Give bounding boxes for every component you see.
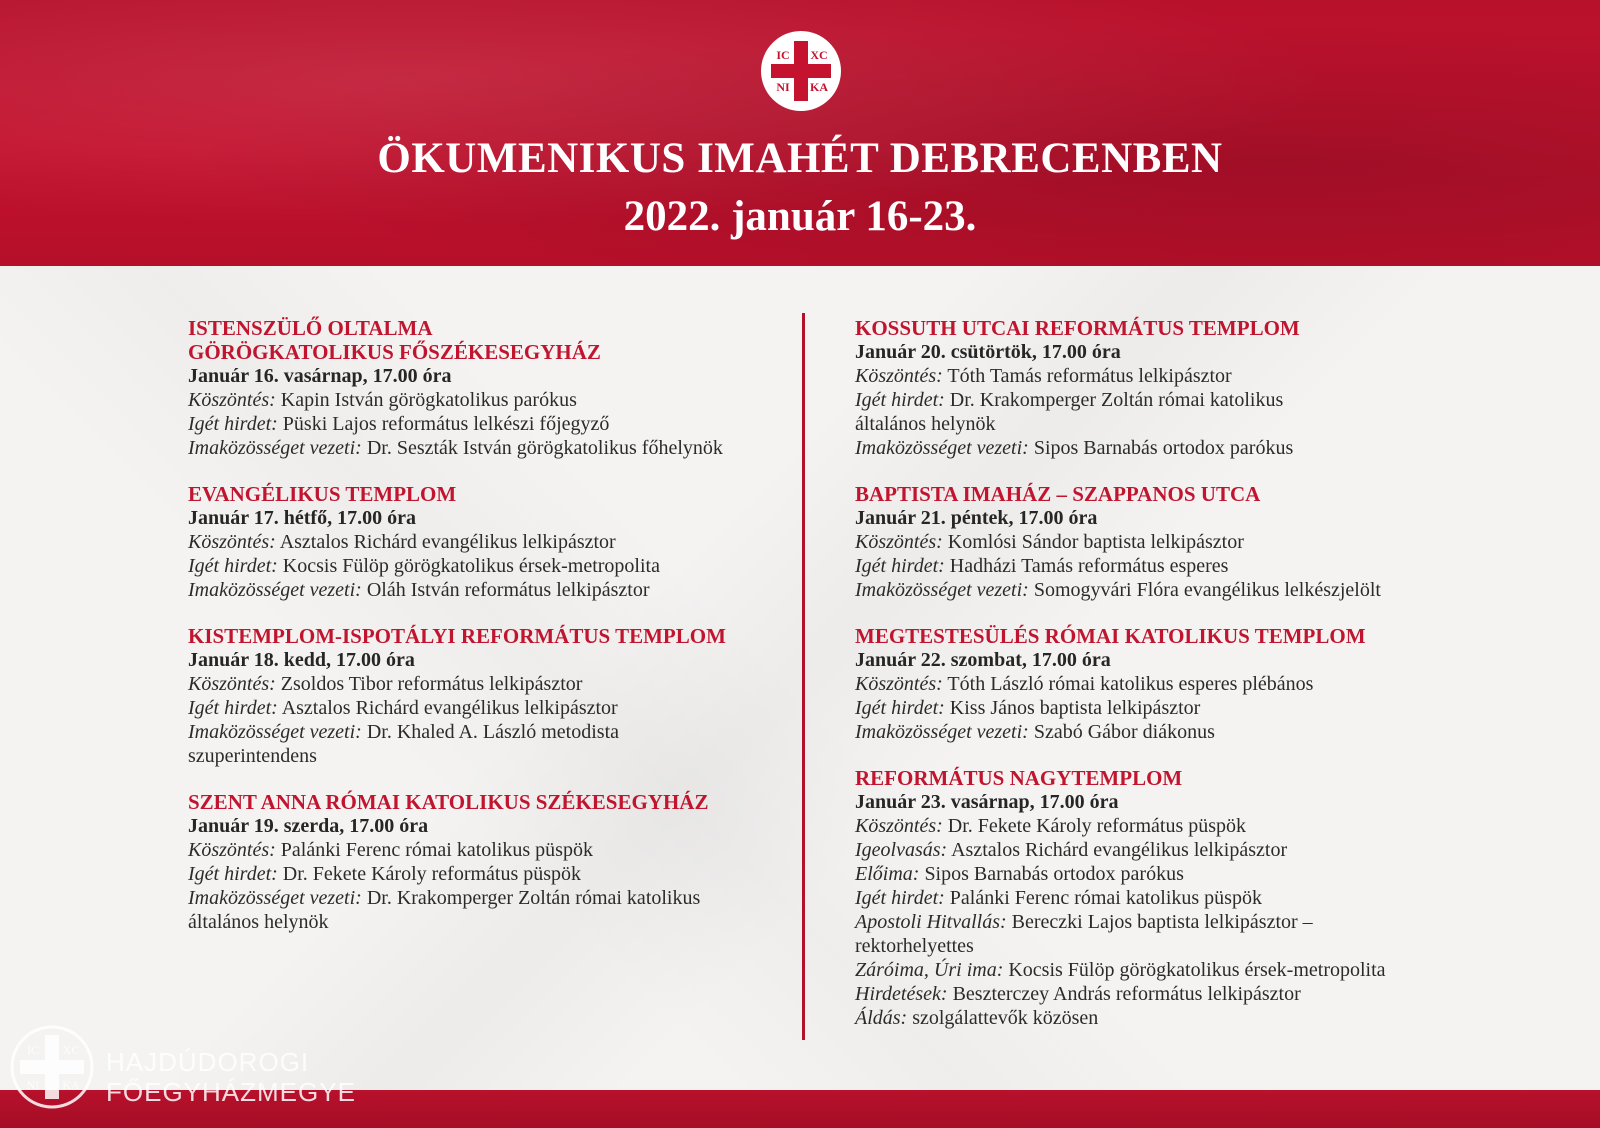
role-label: Igét hirdet: xyxy=(855,555,945,577)
role-label: Igét hirdet: xyxy=(855,389,945,411)
hajdudorogi-cross-icon xyxy=(10,1025,94,1109)
logo-text-line2: FŐEGYHÁZMEGYE xyxy=(106,1077,356,1107)
event-role-line xyxy=(855,862,1555,886)
role-person: Dr. Fekete Károly református püspök xyxy=(942,815,1247,837)
event-date: Január 22. szombat, 17.00 óra xyxy=(855,649,1111,671)
role-person: Beszterczey András református lelkipásztor xyxy=(947,983,1301,1005)
event-role-line xyxy=(188,696,788,720)
event-role-line xyxy=(855,838,1555,862)
role-label: Köszöntés: xyxy=(188,839,276,861)
event-date: Január 20. csütörtök, 17.00 óra xyxy=(855,341,1121,363)
ic-xc-cross-emblem-icon xyxy=(761,31,841,111)
role-label: Igét hirdet: xyxy=(855,697,945,719)
role-label: Imaközösséget vezeti: xyxy=(855,579,1029,601)
event-role-line xyxy=(855,934,1555,958)
event-role-line xyxy=(188,578,788,602)
role-label: Imaközösséget vezeti: xyxy=(188,579,362,601)
event-role-line xyxy=(188,720,788,744)
event-date: Január 16. vasárnap, 17.00 óra xyxy=(188,365,452,387)
event-title: EVANGÉLIKUS TEMPLOM xyxy=(188,482,457,506)
role-person: Szabó Gábor diákonus xyxy=(1028,721,1215,743)
event-title: KOSSUTH UTCAI REFORMÁTUS TEMPLOM xyxy=(855,316,1300,340)
event-role-line xyxy=(188,412,788,436)
role-person: Püski Lajos református lelkészi főjegyző xyxy=(277,413,610,435)
date-range: 2022. január 16-23. xyxy=(623,193,977,240)
event-date: Január 23. vasárnap, 17.00 óra xyxy=(855,791,1119,813)
event-role-line xyxy=(855,982,1555,1006)
event-title: MEGTESTESÜLÉS RÓMAI KATOLIKUS TEMPLOM xyxy=(855,624,1366,648)
event-date: Január 19. szerda, 17.00 óra xyxy=(188,815,429,837)
role-label: Köszöntés: xyxy=(855,673,943,695)
role-label: Igét hirdet: xyxy=(188,413,278,435)
event-title: GÖRÖGKATOLIKUS FŐSZÉKESEGYHÁZ xyxy=(188,340,601,364)
role-person: általános helynök xyxy=(188,911,329,933)
event-date: Január 18. kedd, 17.00 óra xyxy=(188,649,415,671)
event-role-line xyxy=(855,388,1555,412)
event-role-line xyxy=(188,554,788,578)
role-person: Tóth László római katolikus esperes plébános xyxy=(942,673,1314,695)
role-person: Dr. Krakomperger Zoltán római katolikus xyxy=(944,389,1284,411)
emblem-letter-bl: NI xyxy=(776,80,790,94)
role-person: Palánki Ferenc római katolikus püspök xyxy=(275,839,593,861)
logo-letter-bl: NI xyxy=(26,1078,40,1092)
emblem-letter-tr: XC xyxy=(810,48,828,62)
event-role-line xyxy=(855,364,1555,388)
role-person: Palánki Ferenc római katolikus püspök xyxy=(944,887,1262,909)
role-label: Imaközösséget vezeti: xyxy=(188,721,362,743)
role-person: Oláh István református lelkipásztor xyxy=(361,579,650,601)
event-block xyxy=(188,482,788,602)
event-role-line xyxy=(855,720,1555,744)
event-date: Január 21. péntek, 17.00 óra xyxy=(855,507,1098,529)
event-role-line xyxy=(855,958,1555,982)
role-label: Igeolvasás: xyxy=(855,839,948,861)
event-block xyxy=(855,624,1555,744)
logo-text xyxy=(106,1047,356,1107)
diocese-logo xyxy=(10,1025,356,1115)
event-role-line xyxy=(855,814,1555,838)
role-label: Igét hirdet: xyxy=(188,863,278,885)
role-label: Imaközösséget vezeti: xyxy=(855,437,1029,459)
right-column xyxy=(855,316,1555,1052)
emblem-letter-br: KA xyxy=(810,80,828,94)
role-person: Zsoldos Tibor református lelkipásztor xyxy=(275,673,583,695)
event-block xyxy=(188,316,788,460)
role-label: Köszöntés: xyxy=(855,815,943,837)
logo-text-line1: HAJDÚDOROGI xyxy=(106,1047,310,1077)
role-person: Kocsis Fülöp görögkatolikus érsek-metropolita xyxy=(277,555,660,577)
event-role-line xyxy=(188,530,788,554)
event-title: KISTEMPLOM-ISPOTÁLYI REFORMÁTUS TEMPLOM xyxy=(188,624,726,648)
role-person: Tóth Tamás református lelkipásztor xyxy=(942,365,1232,387)
role-label: Igét hirdet: xyxy=(188,697,278,719)
role-person: Asztalos Richárd evangélikus lelkipásztor xyxy=(277,697,618,719)
emblem-letter-tl: IC xyxy=(776,48,790,62)
role-person: általános helynök xyxy=(855,413,996,435)
event-date: Január 17. hétfő, 17.00 óra xyxy=(188,507,416,529)
role-label: Áldás: xyxy=(855,1007,908,1029)
role-label: Igét hirdet: xyxy=(188,555,278,577)
event-title: REFORMÁTUS NAGYTEMPLOM xyxy=(855,766,1183,790)
event-role-line xyxy=(855,1006,1555,1030)
event-role-line xyxy=(855,530,1555,554)
role-label: Záróima, Úri ima: xyxy=(855,959,1004,981)
event-title: SZENT ANNA RÓMAI KATOLIKUS SZÉKESEGYHÁZ xyxy=(188,790,709,814)
event-block xyxy=(855,766,1555,1030)
column-divider xyxy=(802,313,805,1040)
event-block xyxy=(188,790,788,934)
event-role-line xyxy=(855,554,1555,578)
role-person: Asztalos Richárd evangélikus lelkipásztor xyxy=(275,531,616,553)
event-role-line xyxy=(188,838,788,862)
page-title: ÖKUMENIKUS IMAHÉT DEBRECENBEN xyxy=(377,135,1223,182)
role-label: Apostoli Hitvallás: xyxy=(855,911,1007,933)
role-person: rektorhelyettes xyxy=(855,935,974,957)
role-label: Köszöntés: xyxy=(188,531,276,553)
event-role-line xyxy=(188,862,788,886)
role-person: Sipos Barnabás ortodox parókus xyxy=(919,863,1184,885)
role-person: Hadházi Tamás református esperes xyxy=(944,555,1229,577)
role-person: Kapin István görögkatolikus parókus xyxy=(275,389,577,411)
logo-letter-br: KA xyxy=(62,1078,80,1092)
event-block xyxy=(188,624,788,768)
role-person: Dr. Krakomperger Zoltán római katolikus xyxy=(361,887,701,909)
role-person: Kocsis Fülöp görögkatolikus érsek-metropolita xyxy=(1003,959,1386,981)
role-label: Imaközösséget vezeti: xyxy=(188,437,362,459)
event-role-line xyxy=(855,910,1555,934)
event-block xyxy=(855,482,1555,602)
event-title: BAPTISTA IMAHÁZ – SZAPPANOS UTCA xyxy=(855,482,1261,506)
role-person: szuperintendens xyxy=(188,745,317,767)
left-column xyxy=(188,316,788,956)
role-label: Köszöntés: xyxy=(855,365,943,387)
role-person: szolgálattevők közösen xyxy=(907,1007,1099,1029)
event-role-line xyxy=(855,412,1555,436)
role-label: Hirdetések: xyxy=(855,983,948,1005)
role-person: Dr. Seszták István görögkatolikus főhelynök xyxy=(361,437,723,459)
role-label: Imaközösséget vezeti: xyxy=(188,887,362,909)
event-role-line xyxy=(188,388,788,412)
role-person: Sipos Barnabás ortodox parókus xyxy=(1028,437,1294,459)
event-role-line xyxy=(855,886,1555,910)
role-label: Igét hirdet: xyxy=(855,887,945,909)
event-role-line xyxy=(855,578,1555,602)
role-label: Imaközösséget vezeti: xyxy=(855,721,1029,743)
role-person: Dr. Khaled A. László metodista xyxy=(361,721,619,743)
logo-letter-tl: IC xyxy=(27,1043,39,1057)
logo-letter-tr: XC xyxy=(62,1043,80,1057)
role-label: Köszöntés: xyxy=(188,673,276,695)
event-role-line xyxy=(855,696,1555,720)
event-role-line xyxy=(188,744,788,768)
role-label: Köszöntés: xyxy=(855,531,943,553)
event-role-line xyxy=(188,436,788,460)
event-role-line xyxy=(855,436,1555,460)
role-person: Bereczki Lajos baptista lelkipásztor – xyxy=(1006,911,1313,933)
role-person: Kiss János baptista lelkipásztor xyxy=(944,697,1201,719)
role-label: Köszöntés: xyxy=(188,389,276,411)
role-person: Komlósi Sándor baptista lelkipásztor xyxy=(942,531,1244,553)
event-role-line xyxy=(855,672,1555,696)
role-person: Somogyvári Flóra evangélikus lelkészjelölt xyxy=(1028,579,1381,601)
event-title: ISTENSZÜLŐ OLTALMA xyxy=(188,316,433,340)
role-person: Asztalos Richárd evangélikus lelkipásztor xyxy=(947,839,1288,861)
role-label: Előima: xyxy=(855,863,920,885)
role-person: Dr. Fekete Károly református püspök xyxy=(277,863,582,885)
event-role-line xyxy=(188,910,788,934)
event-role-line xyxy=(188,672,788,696)
header-banner xyxy=(0,0,1600,266)
event-role-line xyxy=(188,886,788,910)
event-block xyxy=(855,316,1555,460)
